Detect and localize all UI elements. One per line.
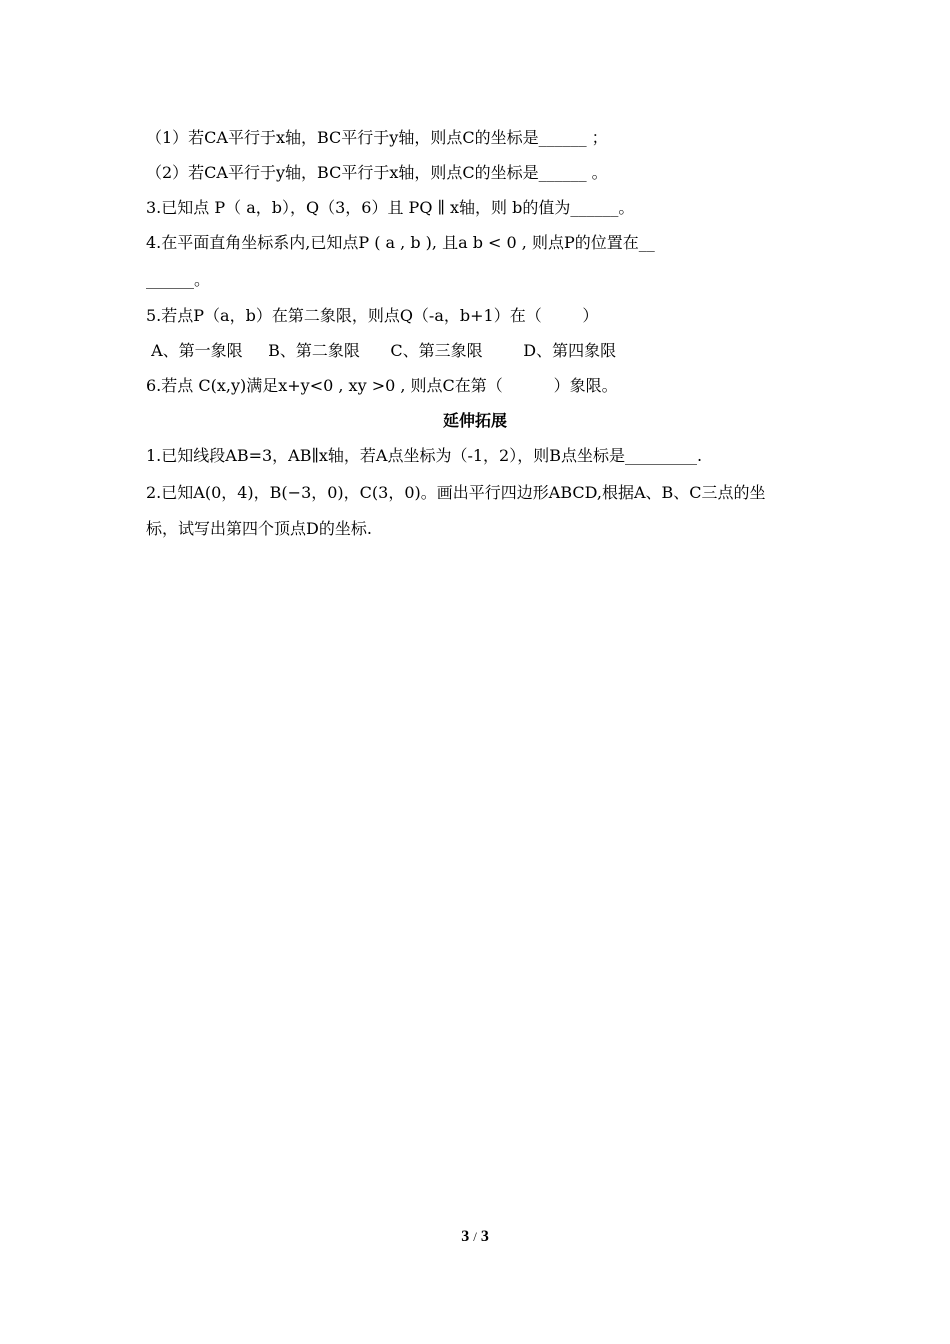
question-4: 4.在平面直角坐标系内,已知点P ( a , b ), 且a b < 0 , 则点P的位置在__ [146, 233, 655, 252]
page-number [0, 1228, 950, 1246]
section-heading: 延伸拓展 [442, 411, 507, 430]
page-separator: / [473, 1229, 477, 1244]
question-3: 3.已知点 P（ a，b），Q（3，6）且 PQ ∥ x轴，则 b的值为______。 [146, 198, 635, 217]
page-current: 3 [461, 1228, 470, 1245]
question-6: 6.若点 C(x,y)满足x+y<0 , xy >0 , 则点C在第（ ）象限。 [146, 376, 618, 395]
extension-question-1: 1.已知线段AB=3，AB∥x轴，若A点坐标为（-1，2），则B点坐标是_________. [146, 446, 703, 465]
extension-question-2-continuation: 标，试写出第四个顶点D的坐标. [146, 519, 372, 538]
question-5: 5.若点P（a，b）在第二象限，则点Q（-a，b+1）在（ ） [146, 306, 599, 325]
question-2-part-2: （2）若CA平行于y轴，BC平行于x轴，则点C的坐标是______ 。 [146, 163, 608, 182]
question-5-options: A、第一象限 B、第二象限 C、第三象限 D、第四象限 [146, 341, 617, 360]
page-total: 3 [480, 1228, 489, 1245]
question-2-part-1: （1）若CA平行于x轴，BC平行于y轴，则点C的坐标是______ ； [146, 128, 608, 147]
extension-question-2: 2.已知A(0，4)，B(−3，0)，C(3，0)。画出平行四边形ABCD,根据A、B、C三点的坐 [146, 483, 766, 502]
question-4-continuation: ______。 [146, 270, 211, 289]
